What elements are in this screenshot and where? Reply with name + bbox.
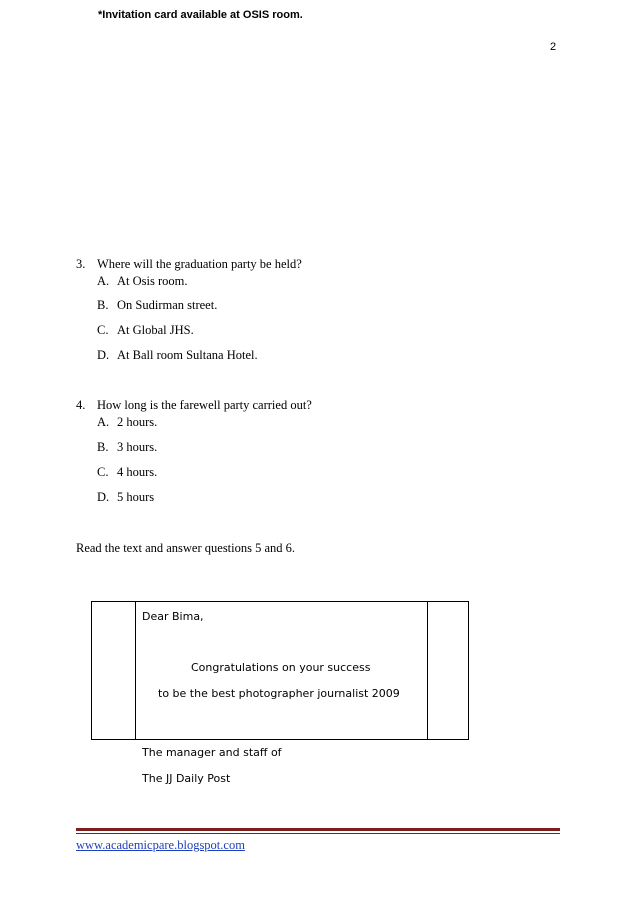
question-number: 4. <box>76 398 86 412</box>
card-greeting: Dear Bima, <box>142 610 204 623</box>
card-sender-line-2: The JJ Daily Post <box>142 772 231 785</box>
card-right-divider <box>427 602 428 739</box>
card-message-line-1: Congratulations on your success <box>191 661 371 674</box>
card-left-divider <box>135 602 136 739</box>
option-letter: D. <box>97 490 110 504</box>
card-message-line-2: to be the best photographer journalist 2009 <box>158 687 400 700</box>
question-text: How long is the farewell party carried out? <box>97 398 312 412</box>
option-text: At Ball room Sultana Hotel. <box>117 348 258 362</box>
question-number: 3. <box>76 257 86 271</box>
page-number: 2 <box>550 41 557 53</box>
option-letter: B. <box>97 440 109 454</box>
option-letter: D. <box>97 348 110 362</box>
option-text: On Sudirman street. <box>117 298 218 312</box>
footer-divider-thick <box>76 828 560 831</box>
option-text: 5 hours <box>117 490 155 504</box>
option-letter: C. <box>97 465 109 479</box>
footer-divider-thin <box>76 833 560 834</box>
footer-blog-link[interactable]: www.academicpare.blogspot.com <box>76 838 245 852</box>
option-letter: C. <box>97 323 109 337</box>
option-letter: A. <box>97 415 110 429</box>
instruction-text: Read the text and answer questions 5 and 6. <box>76 541 296 555</box>
option-text: 2 hours. <box>117 415 158 429</box>
option-text: 4 hours. <box>117 465 158 479</box>
option-text: At Osis room. <box>117 274 188 288</box>
option-text: At Global JHS. <box>117 323 194 337</box>
option-letter: B. <box>97 298 109 312</box>
question-text: Where will the graduation party be held? <box>97 257 302 271</box>
option-letter: A. <box>97 274 110 288</box>
card-sender-line-1: The manager and staff of <box>142 746 282 759</box>
option-text: 3 hours. <box>117 440 158 454</box>
invitation-note: *Invitation card available at OSIS room. <box>98 9 303 21</box>
